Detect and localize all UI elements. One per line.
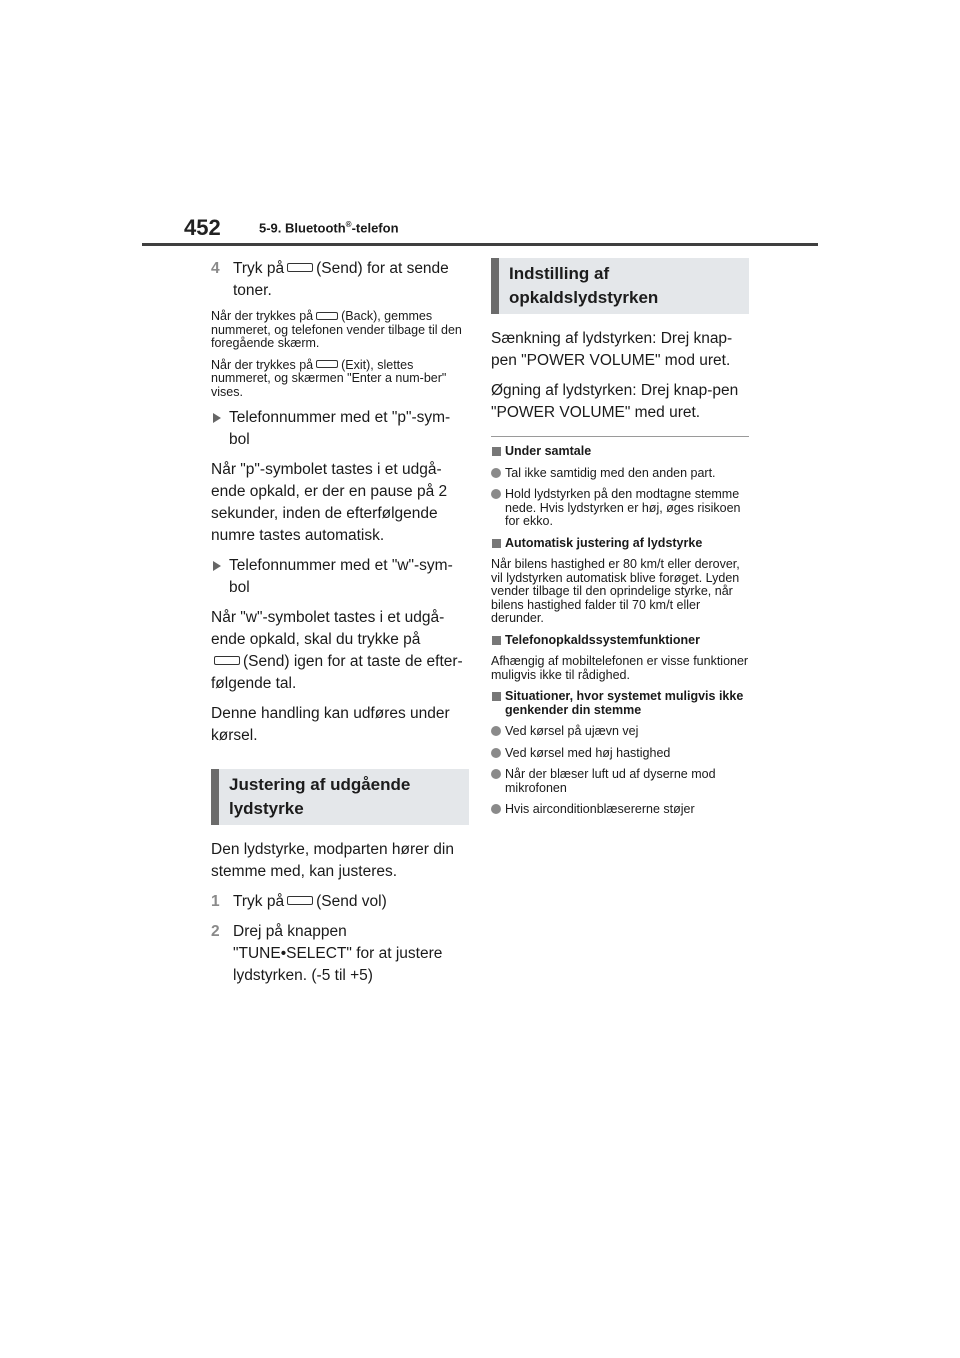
para-volume-up: Øgning af lydstyrken: Drej knap-pen "POWER VOLUME" med uret. (491, 382, 739, 421)
para-volume-down: Sænkning af lydstyrken: Drej knap-pen "POWER VOLUME" mod uret. (491, 330, 733, 369)
arrow-bullet-icon (213, 413, 221, 423)
dot-bullet-icon (491, 468, 501, 478)
dot-bullet-icon (491, 748, 501, 758)
send-button-icon (287, 263, 313, 272)
heading-phone-functions: Telefonopkaldssystemfunktioner (491, 634, 749, 648)
para-driving: Denne handling kan udføres under kørsel. (211, 705, 450, 744)
heading-auto-volume: Automatisk justering af lydstyrke (491, 537, 749, 551)
dot-bullet-icon (491, 726, 501, 736)
right-column (491, 258, 749, 825)
para-auto-volume: Når bilens hastighed er 80 km/t eller derover, vil lydstyrken automatisk blive forøget. Lyden vender tilbage til den oprindelige styrke, når bilens hastighed falder til 70 km/t eller derunder. (491, 557, 740, 625)
page-number: 452 (184, 215, 221, 240)
heading-outgoing-volume: Justering af udgående lydstyrke (211, 769, 469, 825)
para-w-symbol: Når "w"-symbolet tastes i et udgå-ende opkald, skal du trykke på (Send) igen for at taste de efter-følgende tal. (211, 609, 463, 692)
list-item: Hvis airconditionblæsererne støjer (491, 803, 749, 817)
dot-bullet-icon (491, 489, 501, 499)
send-button-icon (214, 656, 240, 665)
para-outgoing: Den lydstyrke, modparten hører din stemme med, kan justeres. (211, 841, 454, 880)
list-item: Ved kørsel på ujævn vej (491, 725, 749, 739)
item-p-symbol: Telefonnummer med et "p"-sym-bol (211, 407, 469, 451)
heading-call-volume: Indstilling af opkaldslydstyrken (491, 258, 749, 314)
list-item: Ved kørsel med høj hastighed (491, 747, 749, 761)
back-button-icon (316, 312, 338, 320)
dot-bullet-icon (491, 769, 501, 779)
left-column (211, 258, 469, 995)
square-bullet-icon (492, 539, 501, 548)
exit-button-icon (316, 360, 338, 368)
item-w-symbol: Telefonnummer med et "w"-sym-bol (211, 555, 469, 599)
heading-voice-situations: Situationer, hvor systemet muligvis ikke genkender din stemme (491, 690, 749, 717)
para-p-symbol: Når "p"-symbolet tastes i et udgå-ende opkald, er der en pause på 2 sekunder, inden de efterfølgende numre tastes automatisk. (211, 461, 448, 544)
section-title: 5-9. Bluetooth®-telefon (259, 220, 399, 236)
note-exit: Når der trykkes på (Exit), slettes nummeret, og skærmen "Enter a num-ber" vises. (211, 357, 447, 399)
para-phone-functions: Afhængig af mobiltelefonen er visse funktioner muligvis ikke til rådighed. (491, 654, 749, 682)
header-rule (142, 243, 818, 246)
square-bullet-icon (492, 447, 501, 456)
square-bullet-icon (492, 636, 501, 645)
list-item: Hold lydstyrken på den modtagne stemme nede. Hvis lydstyrken er høj, øges risikoen for ekko. (491, 488, 749, 529)
list-item: Når der blæser luft ud af dyserne mod mikrofonen (491, 768, 749, 795)
divider (491, 436, 749, 437)
dot-bullet-icon (491, 804, 501, 814)
step-2: 2 Drej på knappen "TUNE•SELECT" for at justere lydstyrken. (-5 til +5) (211, 923, 443, 984)
arrow-bullet-icon (213, 561, 221, 571)
list-item: Tal ikke samtidig med den anden part. (491, 467, 749, 481)
step-4: 4 Tryk på (Send) for at sende toner. (211, 260, 449, 299)
heading-during-call: Under samtale (491, 445, 749, 459)
note-back: Når der trykkes på (Back), gemmes nummeret, og telefonen vender tilbage til den foregående skærm. (211, 309, 462, 350)
send-vol-button-icon (287, 896, 313, 905)
square-bullet-icon (492, 692, 501, 701)
step-1: 1 Tryk på (Send vol) (211, 893, 387, 910)
